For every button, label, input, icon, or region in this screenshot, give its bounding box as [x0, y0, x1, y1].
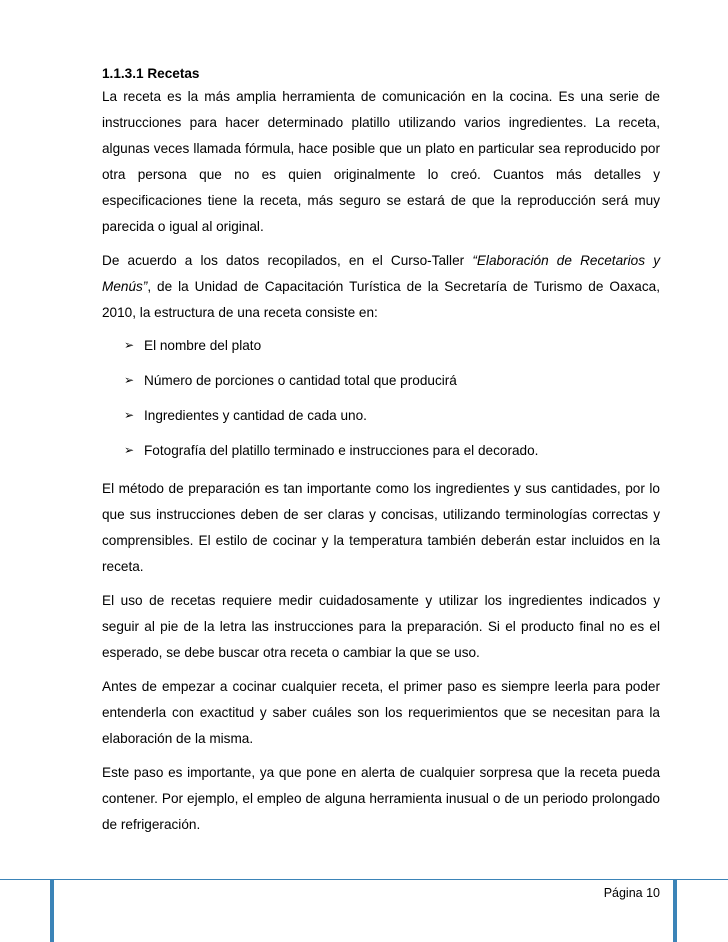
footer-left-bar [50, 879, 54, 942]
paragraph-5: Antes de empezar a cocinar cualquier receta, el primer paso es siempre leerla para poder entenderla con exactitud y saber cuáles son los requerimientos que se necesitan para la elaboración de la misma. [102, 679, 660, 746]
course-title: “Elaboración de Recetarios y Menús” [102, 253, 660, 294]
arrow-bullet-icon: ➢ [124, 373, 135, 387]
paragraph-6: Este paso es importante, ya que pone en alerta de cualquier sorpresa que la receta pueda contener. Por ejemplo, el empleo de alguna herramienta inusual o de un periodo prolongado de refrigeración. [102, 765, 660, 832]
arrow-bullet-icon: ➢ [124, 443, 135, 457]
page-number: Página 10 [603, 886, 660, 900]
arrow-bullet-icon: ➢ [124, 338, 135, 352]
footer-rule [0, 879, 728, 880]
list-item [124, 441, 660, 460]
list-item-text: El nombre del plato [144, 338, 262, 353]
footer-right-bar [673, 879, 677, 942]
arrow-bullet-icon: ➢ [124, 408, 135, 422]
list-item [124, 406, 660, 425]
list-item [124, 371, 660, 390]
paragraph-2 [102, 248, 660, 326]
list-item-text: Fotografía del platillo terminado e instrucciones para el decorado. [144, 443, 539, 458]
paragraph-4: El uso de recetas requiere medir cuidadosamente y utilizar los ingredientes indicados y seguir al pie de la letra las instrucciones para la preparación. Si el producto final no es el esperado, se debe buscar otra receta o cambiar la que se uso. [102, 593, 660, 660]
paragraph-3: El método de preparación es tan importante como los ingredientes y sus cantidades, por lo que sus instrucciones deben de ser claras y concisas, utilizando terminologías correctas y comprensibles. El estilo de cocinar y la temperatura también deberán estar incluidos en la receta. [102, 481, 660, 574]
paragraph-2-rest: , de la Unidad de Capacitación Turística de la Secretaría de Turismo de Oaxaca, 2010, la estructura de una receta consiste en: [102, 279, 660, 320]
paragraph-1: La receta es la más amplia herramienta de comunicación en la cocina. Es una serie de instrucciones para hacer determinado platillo utilizando varios ingredientes. La receta, algunas veces llamada fórmula, hace posible que un plato en particular sea reproducido por otra persona que no es quien originalmente lo creó. Cuantos más detalles y especificaciones tiene la receta, más seguro se estará de que la reproducción será muy parecida o igual al original. [102, 89, 660, 234]
list-item [124, 336, 660, 355]
page-content [102, 64, 660, 846]
list-item-text: Número de porciones o cantidad total que producirá [144, 373, 457, 388]
recipe-structure-list [102, 336, 660, 460]
paragraph-2-intro: De acuerdo a los datos recopilados, en el Curso-Taller [102, 253, 473, 268]
list-item-text: Ingredientes y cantidad de cada uno. [144, 408, 367, 423]
section-heading: 1.1.3.1 Recetas [102, 66, 200, 81]
